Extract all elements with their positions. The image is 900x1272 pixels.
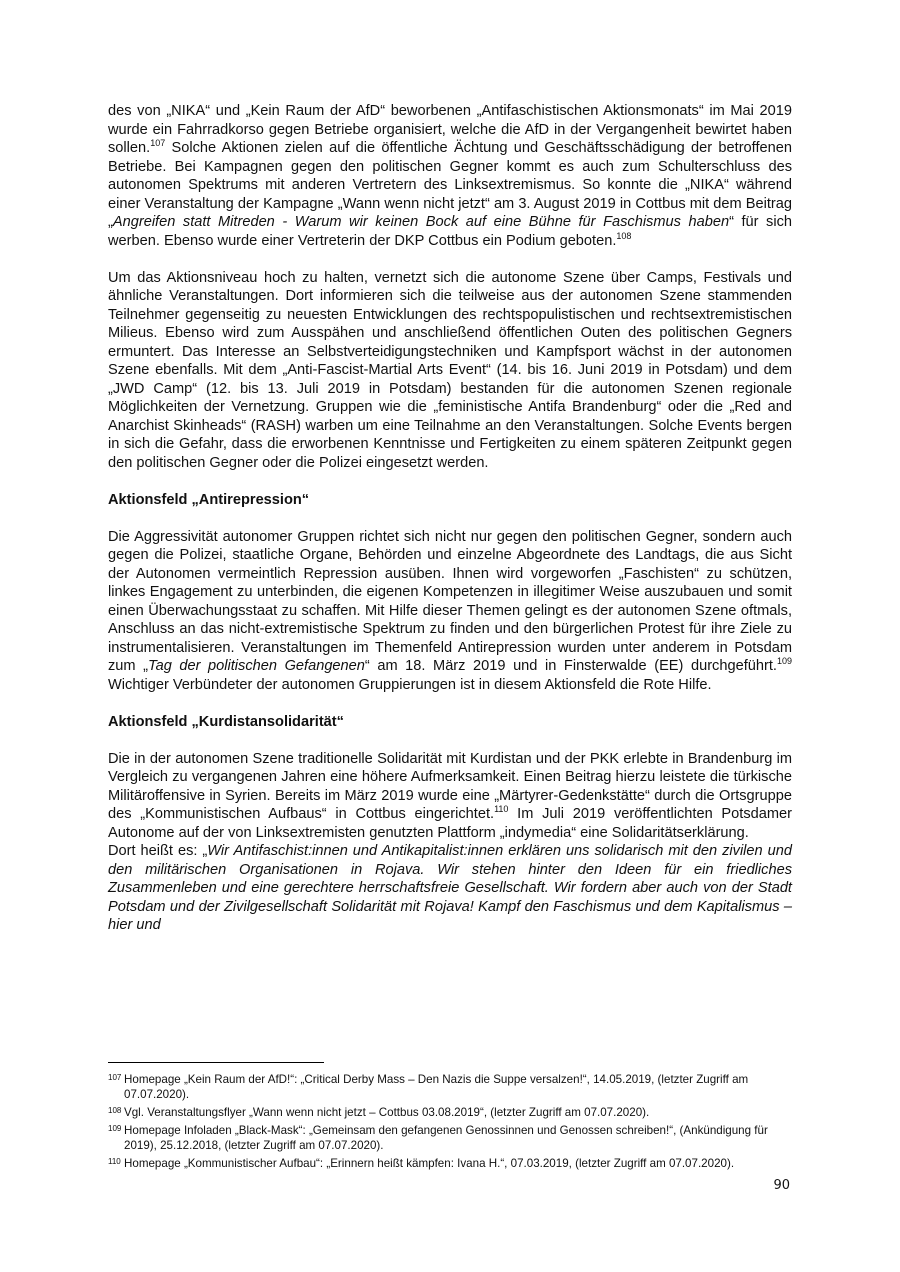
footnote-text: Homepage „Kommunistischer Aufbau“: „Erinnern heißt kämpfen: Ivana H.“, 07.03.2019, (letzter Zugriff am 07.07.2020).	[124, 1157, 735, 1170]
body-text	[108, 102, 792, 935]
paragraph-4	[108, 750, 792, 843]
footnotes	[108, 1072, 792, 1174]
footnote-107	[108, 1072, 792, 1102]
footnote-110	[108, 1156, 792, 1171]
footnote-108	[108, 1105, 792, 1120]
footnote-number: 107	[108, 1073, 122, 1082]
page-number: 90	[773, 1178, 790, 1193]
footnote-ref-107: 107	[150, 138, 166, 149]
footnote-number: 110	[108, 1157, 121, 1166]
footnote-number: 109	[108, 1124, 122, 1133]
text-run: Dort heißt es: „	[108, 843, 208, 859]
footnote-109	[108, 1123, 792, 1153]
text-run: Wichtiger Verbündeter der autonomen Gruppierungen ist in diesem Aktionsfeld die Rote Hilfe.	[108, 676, 712, 693]
text-run: “ am 18. März 2019 und in Finsterwalde (EE) durchgeführt.	[364, 658, 777, 674]
paragraph-3	[108, 528, 792, 695]
italic-quote: Angreifen statt Mitreden - Warum wir keinen Bock auf eine Bühne für Faschismus haben	[112, 214, 730, 230]
text-run: des von „NIKA“ und „Kein Raum der AfD“ beworbenen „Antifaschistischen Aktionsmonats“ im Mai 2019 wurde ein Fahrradkorso gegen Betriebe organisiert, welche die AfD in der Vergangenheit bewirtet haben sollen.	[108, 103, 792, 156]
text-run: Solche Aktionen zielen auf die öffentliche Ächtung und Geschäftsschädigung der betroffenen Betriebe. Bei Kampagnen gegen den politischen Gegner kommt es auch zum Schulterschluss des autonomen Spektrums mit anderen Vertretern des Linksextremismus. So konnte die „NIKA“ während einer Veranstaltung der Kampagne „Wann wenn nicht jetzt“ am 3. August 2019 in Cottbus mit dem Beitrag „	[108, 140, 792, 230]
section-heading-kurdistansolidaritaet: Aktionsfeld „Kurdistansolidarität“	[108, 713, 344, 730]
footnote-text: Homepage Infoladen „Black-Mask“: „Gemeinsam den gefangenen Genossinnen und Genossen schreiben!“, (Ankündigung für 2019), 25.12.2018, (letzter Zugriff am 07.07.2020).	[124, 1124, 768, 1152]
footnote-number: 108	[108, 1106, 122, 1115]
italic-quote: Wir Antifaschist:innen und Antikapitalist:innen erklären uns solidarisch mit den zivilen und den militärischen Organisationen in Rojava. Wir stehen hinter den Ideen für ein friedliches Zusammenleben und eine gerechtere herrschaftsfreie Gesellschaft. Wir fordern aber auch von der Stadt Potsdam und der Zivilgesellschaft Solidarität mit Rojava! Kampf den Faschismus und dem Kapitalismus – hier und	[108, 843, 792, 933]
paragraph-5	[108, 842, 792, 935]
footnote-ref-108: 108	[616, 230, 632, 241]
footnote-text: Homepage „Kein Raum der AfD!“: „Critical Derby Mass – Den Nazis die Suppe versalzen!“, 14.05.2019, (letzter Zugriff am 07.07.2020).	[124, 1073, 749, 1101]
footnote-ref-110: 110	[494, 804, 509, 815]
text-run: Im Juli 2019 veröffentlichten Potsdamer Autonome auf der von Linksextremisten genutzten Plattform „indymedia“ eine Solidaritätserklärung.	[108, 806, 792, 841]
text-run: Die Aggressivität autonomer Gruppen richtet sich nicht nur gegen den politischen Gegner, sondern auch gegen die Polizei, staatliche Organe, Behörden und einzelne Abgeordnete des Landtags, die aus Sicht der Autonomen vermeintlich Repression ausüben. Ihnen wird vorgeworfen „Faschisten“ zu schützen, linkes Engagement zu unterbinden, die eigenen Kompetenzen in illegitimer Weise auszubauen und somit einen Überwachungsstaat zu schaffen. Mit Hilfe dieser Themen gelingt es der autonomen Szene oftmals, Anschluss an das nicht-extremistische Spektrum zu finden und den bürgerlichen Protest für ihre Ziele zu instrumentalisieren. Veranstaltungen im Themenfeld Antirepression wurden unter anderem in Potsdam zum „	[108, 528, 792, 674]
italic-quote: Tag der politischen Gefangenen	[148, 658, 365, 674]
footnote-text: Vgl. Veranstaltungsflyer „Wann wenn nicht jetzt – Cottbus 03.08.2019“, (letzter Zugriff am 07.07.2020).	[124, 1106, 650, 1119]
footnote-ref-109: 109	[776, 656, 792, 667]
text-run: “ für sich werben. Ebenso wurde einer Vertreterin der DKP Cottbus ein Podium geboten.	[108, 214, 792, 249]
footnote-divider	[108, 1062, 324, 1063]
paragraph-2: Um das Aktionsniveau hoch zu halten, vernetzt sich die autonome Szene über Camps, Festivals und ähnliche Veranstaltungen. Dort informieren sich die teilweise aus der autonomen Szene stammenden Teilnehmer gegenseitig zu neuesten Entwicklungen des rechtspopulistischen und rechtsextremistischen Milieus. Ebenso wird zum Ausspähen und anschließend öffentlichen Outen des politischen Gegners ermuntert. Das Interesse an Selbstverteidigungstechniken und Kampfsport wächst in der autonomen Szene ebenfalls. Mit dem „Anti-Fascist-Martial Arts Event“ (14. bis 16. Juni 2019 in Potsdam) und dem „JWD Camp“ (12. bis 13. Juli 2019 in Potsdam) bestanden für die autonomen Szenen regionale Möglichkeiten der Vernetzung. Gruppen wie die „feministische Antifa Brandenburg“ oder die „Red and Anarchist Skinheads“ (RASH) warben um eine Teilnahme an den Veranstaltungen. Solche Events bergen in sich die Gefahr, dass die erworbenen Kenntnisse und Fertigkeiten zu einem späteren Zeitpunkt gegen den politischen Gegner oder die Polizei eingesetzt werden.	[108, 269, 792, 471]
text-run: Die in der autonomen Szene traditionelle Solidarität mit Kurdistan und der PKK erlebte in Brandenburg im Vergleich zu vergangenen Jahren eine höhere Aufmerksamkeit. Einen Beitrag hierzu leistete die türkische Militäroffensive in Syrien. Bereits im März 2019 wurde eine „Märtyrer-Gedenkstätte“ durch die Ortsgruppe des „Kommunistischen Aufbaus“ in Cottbus eingerichtet.	[108, 750, 792, 822]
section-heading-antirepression: Aktionsfeld „Antirepression“	[108, 491, 310, 508]
paragraph-1	[108, 102, 792, 250]
